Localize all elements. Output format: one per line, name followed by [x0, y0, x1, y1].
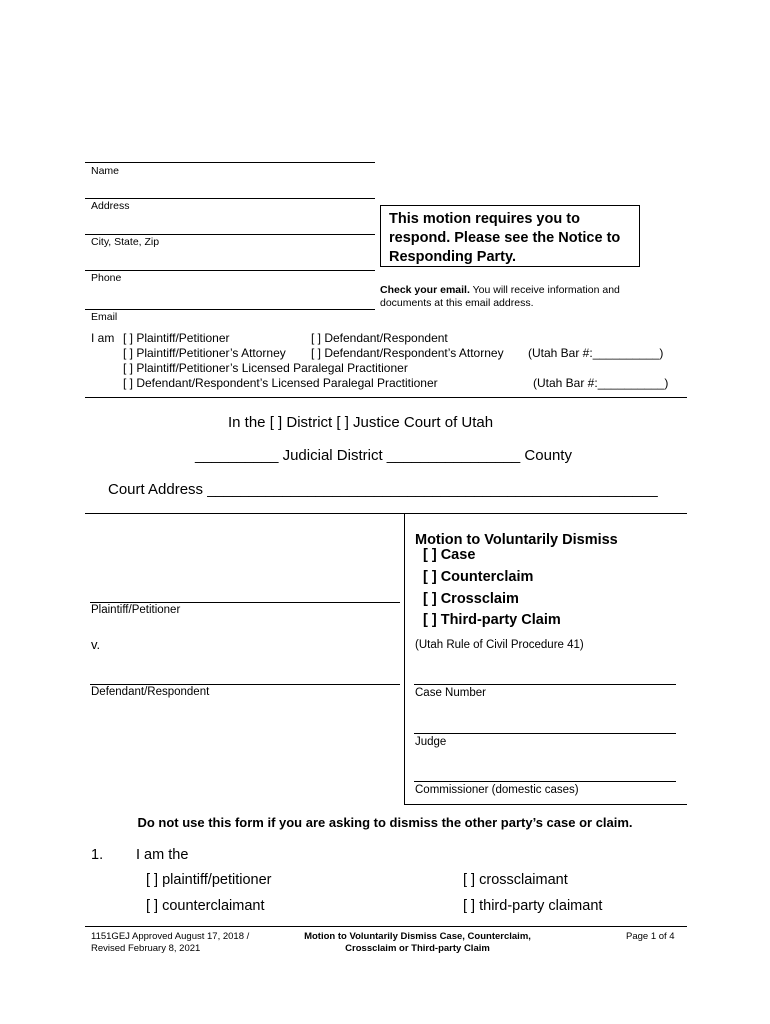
email-note-bold: Check your email.	[380, 284, 470, 296]
address-line[interactable]	[85, 198, 375, 199]
motion-option-counterclaim[interactable]: [ ] Counterclaim	[423, 569, 534, 585]
i-am-plaintiff-lpp[interactable]: [ ] Plaintiff/Petitioner’s Licensed Paralegal Practitioner	[123, 361, 408, 375]
option-counterclaimant[interactable]: [ ] counterclaimant	[146, 898, 265, 914]
footer-approved: 1151GEJ Approved August 17, 2018 /	[91, 931, 250, 942]
email-label: Email	[91, 311, 118, 323]
city-label: City, State, Zip	[91, 236, 160, 248]
city-line[interactable]	[85, 234, 375, 235]
motion-title: Motion to Voluntarily Dismiss	[415, 532, 618, 548]
court-address-line[interactable]: Court Address ______________________________________________________	[108, 481, 658, 498]
utah-bar-number-1[interactable]: (Utah Bar #:__________)	[528, 346, 664, 360]
i-am-prefix: I am	[91, 331, 115, 345]
warning-text: Do not use this form if you are asking to dismiss the other party’s case or claim.	[137, 815, 633, 830]
email-note-rest: You will receive information and documents at this email address.	[380, 284, 620, 309]
utah-bar-number-2[interactable]: (Utah Bar #:__________)	[533, 376, 669, 390]
page-number: Page 1 of 4	[626, 931, 675, 942]
footer-center	[270, 931, 565, 955]
i-am-defendant[interactable]: [ ] Defendant/Respondent	[311, 331, 448, 345]
caption-top-border	[85, 513, 687, 514]
name-line[interactable]	[85, 162, 375, 163]
i-am-defendant-lpp[interactable]: [ ] Defendant/Respondent’s Licensed Paralegal Practitioner	[123, 376, 438, 390]
footer-left	[91, 931, 249, 955]
address-label: Address	[91, 200, 130, 212]
judicial-district-line[interactable]: __________ Judicial District ________________ County	[195, 447, 572, 464]
section-divider	[85, 397, 687, 398]
rule-reference: (Utah Rule of Civil Procedure 41)	[415, 639, 584, 651]
footer-revised: Revised February 8, 2021	[91, 943, 201, 954]
option-plaintiff-petitioner[interactable]: [ ] plaintiff/petitioner	[146, 872, 272, 888]
commissioner-line[interactable]	[414, 781, 676, 782]
case-number-label: Case Number	[415, 687, 486, 699]
footer-title-1: Motion to Voluntarily Dismiss Case, Counterclaim,	[304, 931, 531, 942]
versus-label: v.	[91, 637, 101, 652]
motion-option-case[interactable]: [ ] Case	[423, 547, 476, 563]
option-third-party-claimant[interactable]: [ ] third-party claimant	[463, 898, 603, 914]
plaintiff-label: Plaintiff/Petitioner	[91, 604, 181, 616]
footer-title-2: Crossclaim or Third-party Claim	[345, 943, 490, 954]
i-am-defendant-attorney[interactable]: [ ] Defendant/Respondent’s Attorney	[311, 346, 504, 360]
email-note	[380, 284, 660, 310]
defendant-line[interactable]	[90, 684, 400, 685]
commissioner-label: Commissioner (domestic cases)	[415, 784, 579, 796]
name-label: Name	[91, 165, 120, 177]
i-am-plaintiff[interactable]: [ ] Plaintiff/Petitioner	[123, 331, 230, 345]
defendant-label: Defendant/Respondent	[91, 686, 210, 698]
phone-line[interactable]	[85, 270, 375, 271]
email-line[interactable]	[85, 309, 375, 310]
judge-line[interactable]	[414, 733, 676, 734]
case-number-line[interactable]	[414, 684, 676, 685]
motion-option-third-party[interactable]: [ ] Third-party Claim	[423, 612, 561, 628]
judge-label: Judge	[415, 736, 447, 748]
item-1-text: I am the	[136, 847, 189, 863]
caption-divider	[404, 513, 405, 804]
motion-option-crossclaim[interactable]: [ ] Crossclaim	[423, 591, 519, 607]
i-am-plaintiff-attorney[interactable]: [ ] Plaintiff/Petitioner’s Attorney	[123, 346, 286, 360]
footer-divider	[85, 926, 687, 927]
option-crossclaimant[interactable]: [ ] crossclaimant	[463, 872, 568, 888]
court-type-line[interactable]: In the [ ] District [ ] Justice Court of Utah	[228, 414, 494, 431]
plaintiff-line[interactable]	[90, 602, 400, 603]
phone-label: Phone	[91, 272, 122, 284]
notice-box: This motion requires you to respond. Please see the Notice to Responding Party.	[380, 205, 640, 267]
caption-bottom-border	[404, 804, 687, 805]
item-1-number: 1.	[91, 847, 104, 863]
